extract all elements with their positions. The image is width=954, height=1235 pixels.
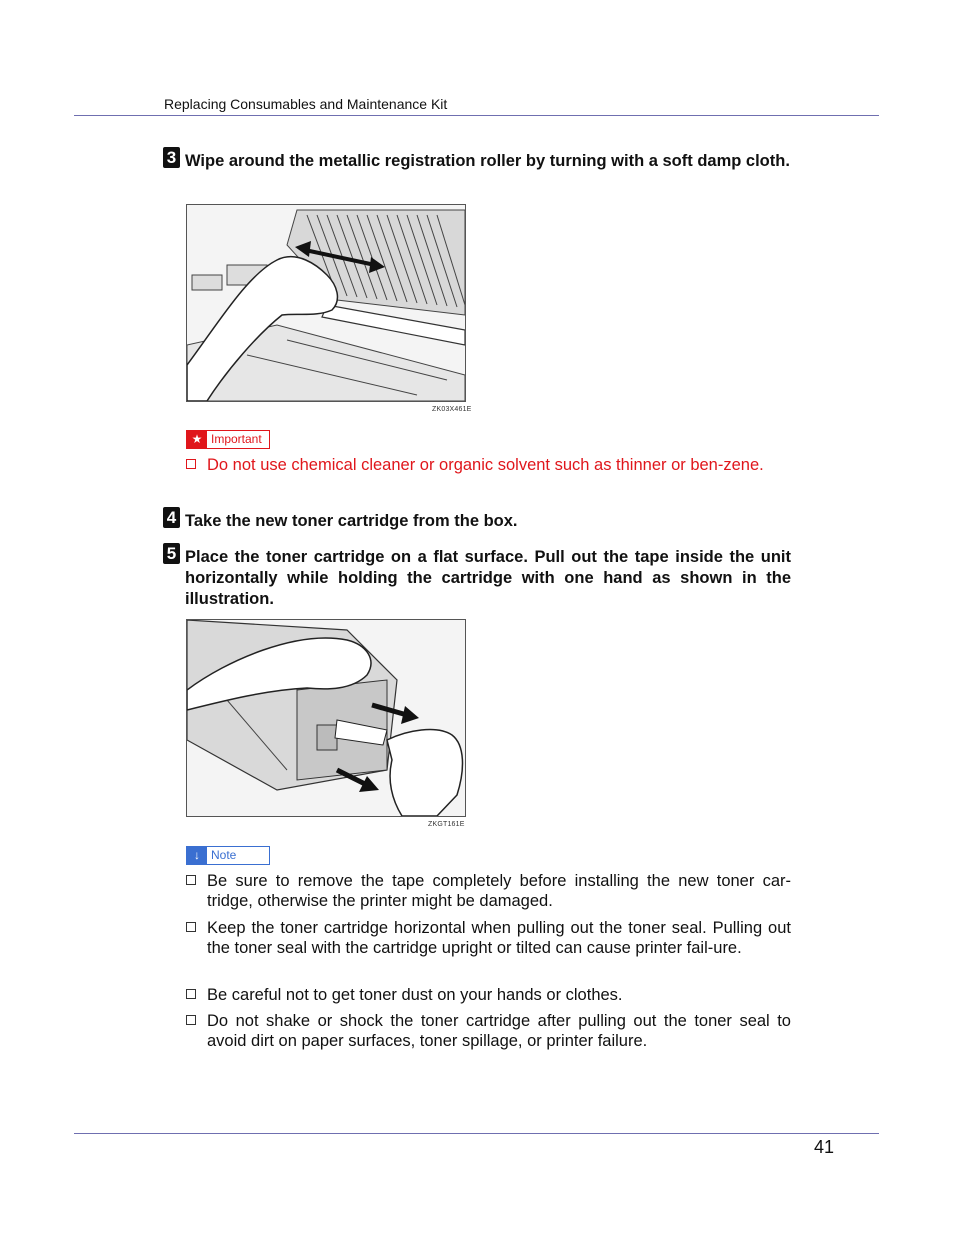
- running-header: Replacing Consumables and Maintenance Kit: [164, 96, 448, 112]
- registration-roller-illustration: [187, 205, 465, 401]
- note-item-text: Be careful not to get toner dust on your hands or clothes.: [207, 986, 623, 1004]
- step-4-text: Take the new toner cartridge from the box.: [185, 512, 518, 530]
- note-item-text: Keep the toner cartridge horizontal when pulling out the toner seal. Pulling out the toner seal with the cartridge upright or tilted can cause printer fail-ure.: [207, 919, 791, 957]
- toner-cartridge-illustration: [187, 620, 465, 816]
- step-5-text: Place the toner cartridge on a flat surface. Pull out the tape inside the unit horizontally while holding the cartridge with one hand as shown in the illustration.: [185, 548, 791, 608]
- checkbox-bullet-icon: [186, 459, 196, 469]
- important-badge: [186, 430, 270, 449]
- note-item: [186, 918, 791, 958]
- note-item: [186, 985, 791, 1005]
- step-number-3: 3: [163, 147, 180, 168]
- checkbox-bullet-icon: [186, 989, 196, 999]
- note-item: [186, 871, 791, 911]
- arrow-down-icon: ↓: [187, 847, 207, 864]
- figure-toner-cartridge: [186, 619, 466, 817]
- important-label: Important: [211, 432, 262, 446]
- figure-registration-roller: [186, 204, 466, 402]
- note-item-text: Do not shake or shock the toner cartridge after pulling out the toner seal to avoid dirt on paper surfaces, toner spillage, or printer failure.: [207, 1012, 791, 1050]
- step-number-4: 4: [163, 507, 180, 528]
- page-number: 41: [814, 1137, 835, 1157]
- header-rule: [74, 115, 879, 116]
- checkbox-bullet-icon: [186, 922, 196, 932]
- checkbox-bullet-icon: [186, 875, 196, 885]
- footer-rule: [74, 1133, 879, 1134]
- important-item: [186, 455, 791, 475]
- note-label: Note: [211, 848, 237, 862]
- checkbox-bullet-icon: [186, 1015, 196, 1025]
- figure-code-2: ZKGT161E: [428, 821, 465, 828]
- figure-code-1: ZK03X461E: [432, 406, 472, 413]
- important-item-text: Do not use chemical cleaner or organic solvent such as thinner or ben-zene.: [207, 456, 764, 474]
- step-3-text: Wipe around the metallic registration roller by turning with a soft damp cloth.: [185, 152, 790, 170]
- star-icon: ★: [187, 431, 207, 448]
- note-item: [186, 1011, 791, 1051]
- step-number-5: 5: [163, 543, 180, 564]
- note-item-text: Be sure to remove the tape completely before installing the new toner car-tridge, otherwise the printer might be damaged.: [207, 872, 791, 910]
- note-badge: [186, 846, 270, 865]
